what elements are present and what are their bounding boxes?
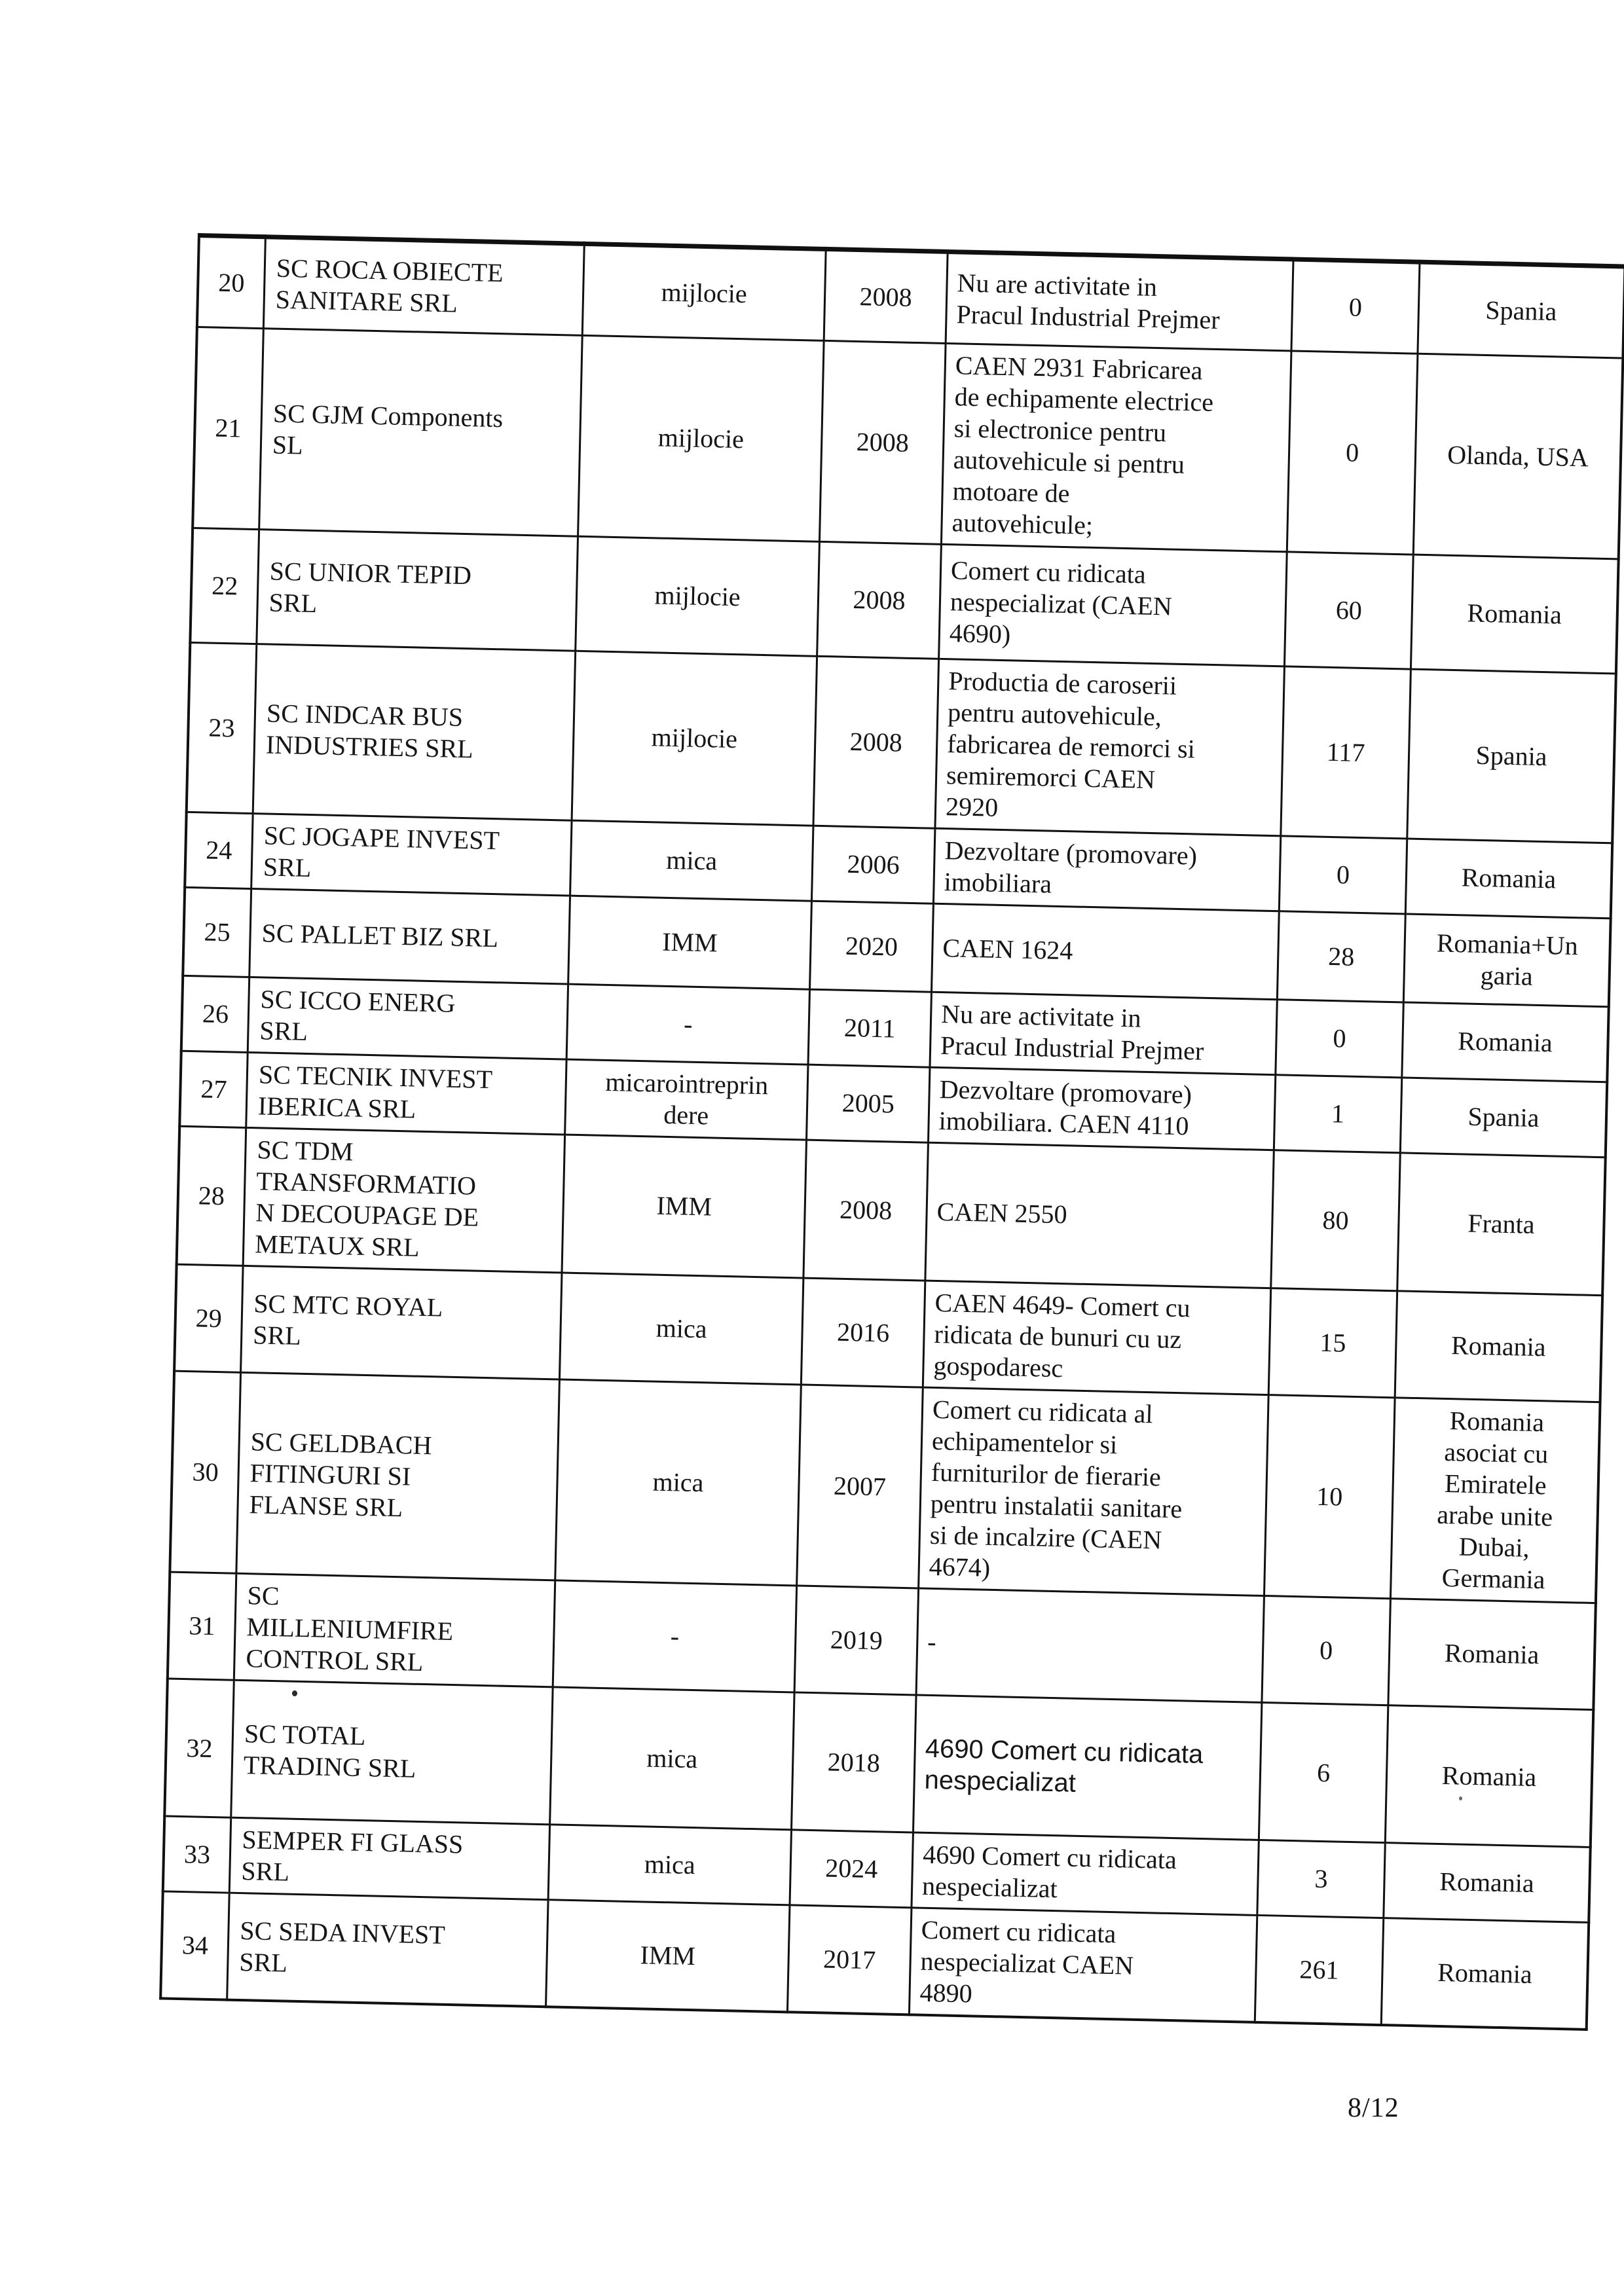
company-size-cell: IMM	[568, 896, 812, 989]
row-number-cell: 31	[168, 1572, 236, 1680]
year-cell: 2008	[819, 340, 946, 544]
employees-count-cell: 15	[1268, 1288, 1397, 1398]
company-name-cell: SC TOTAL TRADING SRL	[231, 1680, 553, 1825]
companies-table	[159, 233, 1624, 2031]
year-cell: 2007	[797, 1385, 923, 1588]
year-cell: 2005	[807, 1065, 930, 1142]
row-number-cell: 33	[163, 1816, 231, 1893]
year-cell: 2008	[817, 541, 942, 659]
year-cell: 2024	[790, 1830, 913, 1908]
employees-count-cell: 10	[1264, 1395, 1395, 1599]
company-size-cell: mijlocie	[572, 651, 817, 826]
year-cell: 2006	[811, 826, 934, 903]
year-cell: 2020	[810, 901, 934, 992]
year-cell: 2017	[787, 1905, 912, 2015]
activity-cell: Comert cu ridicata al echipamentelor si furniturilor de fierarie pentru instalatii sanitare si de incalzire (CAEN 4674)	[919, 1387, 1269, 1595]
year-cell: 2008	[813, 656, 939, 828]
employees-count-cell: 60	[1284, 552, 1413, 669]
activity-cell: Nu are activitate in Pracul Industrial Prejmer	[930, 992, 1277, 1074]
company-name-cell: SC ICCO ENERG SRL	[248, 977, 568, 1059]
company-name-cell: SC GELDBACH FITINGURI SI FLANSE SRL	[236, 1372, 560, 1580]
company-name-cell: SC TECNIK INVEST IBERICA SRL	[246, 1052, 566, 1135]
row-number-cell: 24	[185, 812, 253, 888]
row-number-cell: 30	[170, 1371, 240, 1573]
country-cell: Romania	[1388, 1599, 1596, 1710]
row-number-cell: 32	[164, 1679, 234, 1817]
scanned-table-region	[159, 233, 1624, 2031]
employees-count-cell: 0	[1276, 1000, 1403, 1078]
scan-speckle	[292, 1690, 297, 1696]
company-size-cell: IMM	[562, 1135, 807, 1278]
company-size-cell: mica	[548, 1825, 791, 1905]
activity-cell: Dezvoltare (promovare) imobiliara	[933, 828, 1280, 911]
country-cell: Romania	[1402, 1002, 1609, 1082]
company-name-cell: SC PALLET BIZ SRL	[249, 889, 570, 985]
row-number-cell: 27	[179, 1051, 248, 1127]
row-number-cell: 22	[190, 528, 259, 644]
row-number-cell: 23	[187, 642, 257, 813]
country-cell: Olanda, USA	[1413, 354, 1623, 559]
country-cell: Romania	[1385, 1705, 1593, 1848]
activity-cell: Comert cu ridicata nespecializat CAEN 4890	[909, 1908, 1257, 2022]
activity-cell: Dezvoltare (promovare) imobiliara. CAEN 4110	[928, 1067, 1275, 1150]
year-cell: 2019	[794, 1586, 919, 1695]
company-size-cell: micarointreprin dere	[565, 1059, 808, 1140]
scan-speckle	[1459, 1796, 1462, 1800]
company-name-cell: SC TDM TRANSFORMATIO N DECOUPAGE DE METAUX SRL	[243, 1127, 564, 1273]
activity-cell: CAEN 2550	[925, 1142, 1274, 1288]
row-number-cell: 25	[183, 887, 251, 977]
activity-cell: Comert cu ridicata nespecializat (CAEN 4690)	[939, 544, 1287, 666]
country-cell: Romania+Un garia	[1403, 914, 1610, 1007]
table-row	[187, 642, 1616, 843]
table-row	[170, 1371, 1600, 1603]
company-name-cell: SC ROCA OBIECTE SANITARE SRL	[263, 237, 584, 336]
page-number: 8/12	[1348, 2093, 1399, 2123]
activity-cell: CAEN 2931 Fabricarea de echipamente electrice si electronice pentru autovehicule si pentru motoare de autovehicule;	[941, 343, 1291, 551]
activity-cell: Nu are activitate in Pracul Industrial Prejmer	[946, 251, 1293, 350]
employees-count-cell: 117	[1281, 666, 1411, 839]
company-size-cell: mica	[570, 820, 813, 901]
country-cell: Franta	[1397, 1153, 1606, 1296]
country-cell: Romania	[1395, 1291, 1602, 1402]
employees-count-cell: 6	[1259, 1702, 1388, 1842]
year-cell: 2008	[824, 249, 948, 343]
company-size-cell: IMM	[546, 1900, 790, 2013]
activity-cell: CAEN 1624	[931, 903, 1279, 999]
employees-count-cell: 261	[1255, 1915, 1384, 2025]
row-number-cell: 29	[174, 1264, 243, 1372]
activity-cell: Productia de caroserii pentru autovehicule, fabricarea de remorci si semiremorci CAEN 2920	[935, 659, 1285, 835]
employees-count-cell: 1	[1274, 1075, 1401, 1153]
row-number-cell: 28	[177, 1126, 246, 1266]
country-cell: Romania	[1381, 1918, 1589, 2030]
employees-count-cell: 28	[1277, 911, 1405, 1002]
employees-count-cell: 80	[1271, 1150, 1401, 1291]
company-size-cell: mijlocie	[576, 536, 820, 656]
company-size-cell: mica	[559, 1273, 803, 1385]
country-cell: Romania	[1405, 839, 1612, 919]
employees-count-cell: 0	[1279, 836, 1407, 914]
employees-count-cell: 0	[1262, 1596, 1391, 1705]
activity-cell: 4690 Comert cu ridicata nespecializat	[912, 1832, 1259, 1915]
employees-count-cell: 0	[1291, 259, 1420, 354]
company-name-cell: SC MTC ROYAL SRL	[241, 1266, 562, 1379]
company-size-cell: mica	[550, 1687, 794, 1830]
activity-cell: -	[916, 1588, 1264, 1702]
company-size-cell: mica	[555, 1379, 802, 1586]
row-number-cell: 20	[197, 236, 266, 329]
company-name-cell: SC INDCAR BUS INDUSTRIES SRL	[253, 644, 576, 821]
country-cell: Romania	[1384, 1843, 1591, 1923]
row-number-cell: 26	[181, 975, 249, 1052]
company-name-cell: SC GJM Components SL	[259, 329, 583, 537]
country-cell: Spania	[1400, 1078, 1607, 1157]
company-size-cell: -	[566, 984, 809, 1065]
company-name-cell: SC MILLENIUMFIRE CONTROL SRL	[234, 1573, 555, 1687]
country-cell: Romania	[1411, 555, 1618, 674]
activity-cell: 4690 Comert cu ridicata nespecializat	[913, 1695, 1261, 1840]
activity-cell: CAEN 4649- Comert cu ridicata de bunuri cu uz gospodaresc	[923, 1281, 1270, 1394]
table-row	[193, 327, 1623, 559]
row-number-cell: 34	[160, 1891, 229, 2000]
row-number-cell: 21	[193, 327, 263, 530]
company-size-cell: mijlocie	[582, 244, 826, 340]
year-cell: 2018	[792, 1692, 917, 1832]
company-name-cell: SC UNIOR TEPID SRL	[257, 530, 578, 651]
company-size-cell: -	[553, 1580, 796, 1692]
country-cell: Spania	[1418, 262, 1624, 358]
company-name-cell: SC JOGAPE INVEST SRL	[251, 814, 572, 896]
employees-count-cell: 3	[1257, 1840, 1385, 1918]
country-cell: Romania asociat cu Emiratele arabe unite Dubai, Germania	[1390, 1398, 1600, 1603]
company-size-cell: mijlocie	[578, 335, 824, 541]
year-cell: 2008	[803, 1140, 929, 1281]
year-cell: 2016	[801, 1278, 925, 1387]
company-name-cell: SC SEDA INVEST SRL	[227, 1893, 548, 2007]
company-name-cell: SEMPER FI GLASS SRL	[229, 1817, 549, 1900]
year-cell: 2011	[808, 989, 931, 1067]
country-cell: Spania	[1407, 669, 1616, 843]
employees-count-cell: 0	[1287, 351, 1418, 555]
